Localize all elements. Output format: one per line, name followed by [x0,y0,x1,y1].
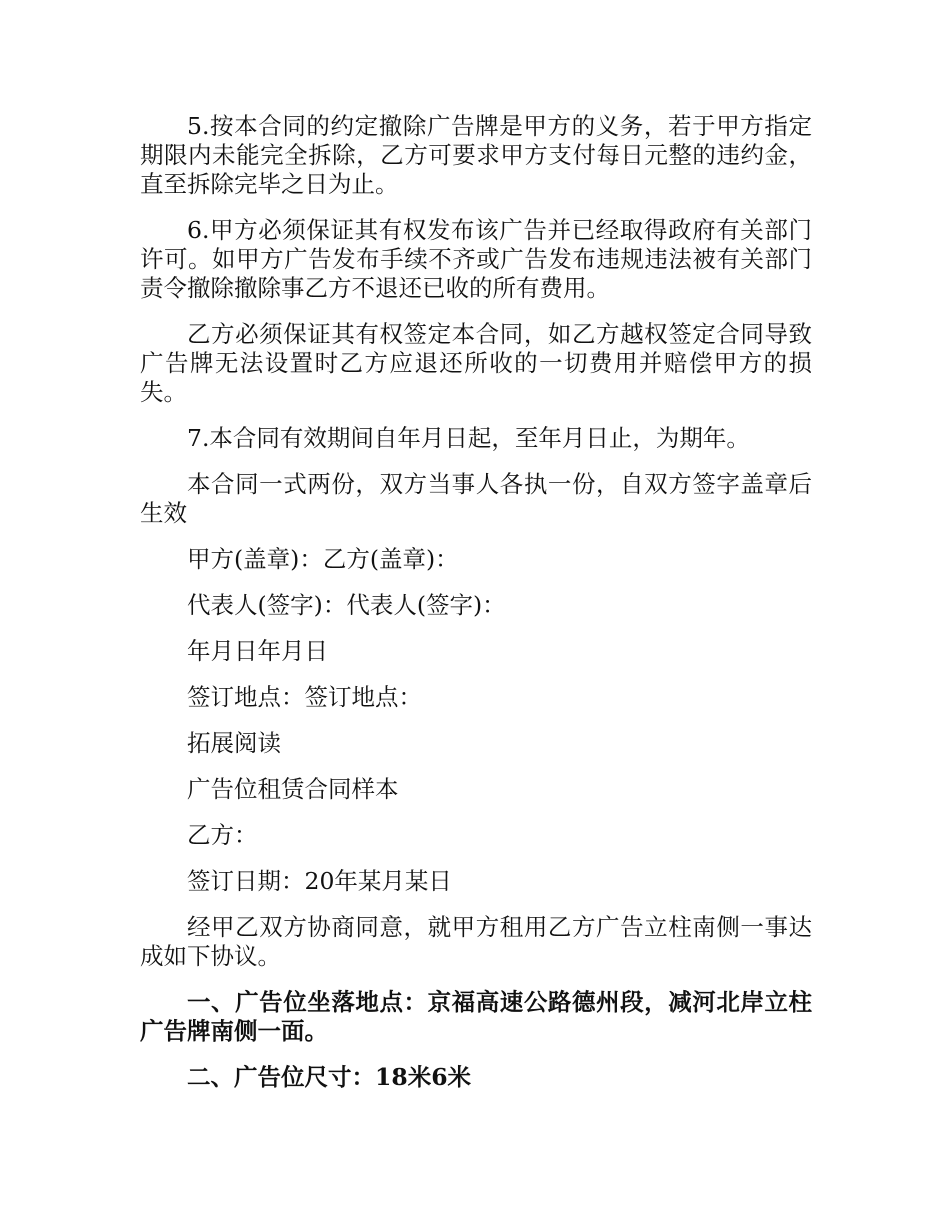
signature-representative-line: 代表人(签字)：代表人(签字)： [187,591,506,619]
paragraph-party-b-guarantee: 乙方必须保证其有权签定本合同，如乙方越权签定合同导致广告牌无法设置时乙方应退还所收的一切费用并赔偿甲方的损失。 [140,320,812,406]
section-2-size: 二、广告位尺寸：18米6米 [187,1063,472,1091]
section-1-location: 一、广告位坐落地点：京福高速公路德州段，减河北岸立柱广告牌南侧一面。 [140,988,812,1045]
agreement-intro: 经甲乙双方协商同意，就甲方租用乙方广告立柱南侧一事达成如下协议。 [140,913,812,970]
party-b-line: 乙方： [187,821,258,849]
paragraph-clause-5: 5.按本合同的约定撤除广告牌是甲方的义务，若于甲方指定期限内未能完全拆除，乙方可要求甲方支付每日元整的违约金，直至拆除完毕之日为止。 [140,112,812,198]
paragraph-copies: 本合同一式两份，双方当事人各执一份，自双方签字盖章后生效 [140,470,812,527]
contract-sample-title: 广告位租赁合同样本 [187,775,399,803]
signature-location-line: 签订地点：签订地点： [187,683,422,711]
signing-date-line: 签订日期：20年某月某日 [187,867,452,895]
paragraph-clause-6: 6.甲方必须保证其有权发布该广告并已经取得政府有关部门许可。如甲方广告发布手续不齐或广告发布违规违法被有关部门责令撤除撤除事乙方不退还已收的所有费用。 [140,216,812,302]
document-page [140,112,812,1109]
extended-reading-heading: 拓展阅读 [187,729,281,757]
paragraph-clause-7: 7.本合同有效期间自年月日起，至年月日止，为期年。 [187,424,750,452]
signature-date-line: 年月日年月日 [187,637,328,665]
signature-seal-line: 甲方(盖章)：乙方(盖章)： [187,545,459,573]
